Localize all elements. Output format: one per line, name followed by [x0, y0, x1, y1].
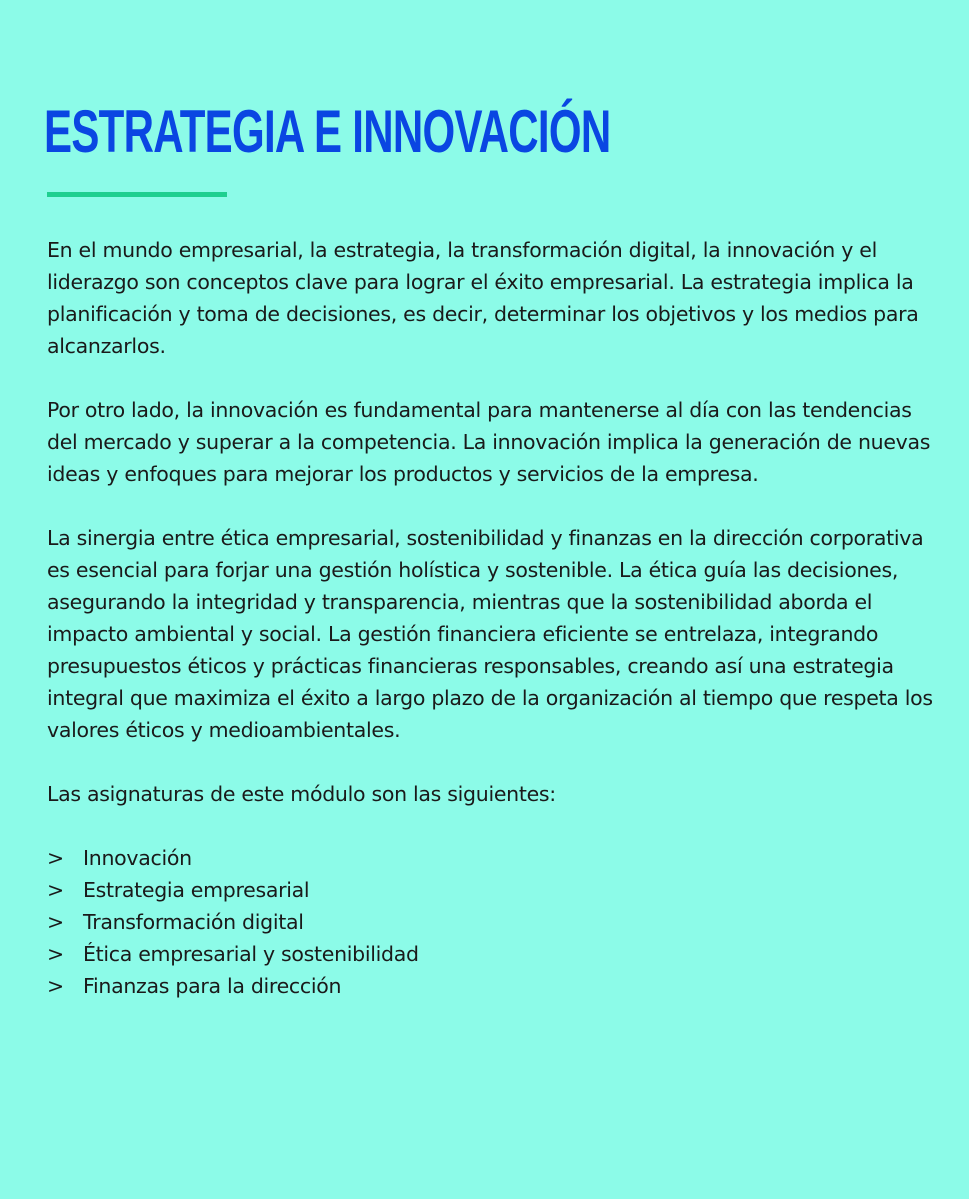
subject-label: Finanzas para la dirección — [83, 974, 342, 998]
paragraph-intro: En el mundo empresarial, la estrategia, la transformación digital, la innovación y el liderazgo son conceptos clave para lograr el éxito empresarial. La estrategia implica la planificación y toma de decisiones, es decir, determinar los objetivos y los medios para alcanzarlos. — [47, 238, 919, 358]
chevron-right-icon: > — [47, 910, 64, 934]
subjects-list — [47, 842, 947, 1002]
page-title: ESTRATEGIA E INNOVACIÓN — [44, 98, 611, 165]
chevron-right-icon: > — [47, 846, 64, 870]
chevron-right-icon: > — [47, 878, 64, 902]
list-item — [47, 970, 947, 1002]
chevron-right-icon: > — [47, 974, 64, 998]
list-item — [47, 874, 947, 906]
subject-label: Estrategia empresarial — [83, 878, 310, 902]
list-item — [47, 938, 947, 970]
body-content — [47, 234, 947, 1002]
list-item — [47, 842, 947, 874]
title-underline — [47, 192, 227, 197]
paragraph-subjects-intro: Las asignaturas de este módulo son las siguientes: — [47, 782, 556, 806]
paragraph-synergy: La sinergia entre ética empresarial, sostenibilidad y finanzas en la dirección corporativa es esencial para forjar una gestión holística y sostenible. La ética guía las decisiones, asegurando la integridad y transparencia, mientras que la sostenibilidad aborda el impacto ambiental y social. La gestión financiera eficiente se entrelaza, integrando presupuestos éticos y prácticas financieras responsables, creando así una estrategia integral que maximiza el éxito a largo plazo de la organización al tiempo que respeta los valores éticos y medioambientales. — [47, 526, 933, 742]
subject-label: Ética empresarial y sostenibilidad — [83, 942, 419, 966]
chevron-right-icon: > — [47, 942, 64, 966]
paragraph-innovation: Por otro lado, la innovación es fundamental para mantenerse al día con las tendencias del mercado y superar a la competencia. La innovación implica la generación de nuevas ideas y enfoques para mejorar los productos y servicios de la empresa. — [47, 398, 931, 486]
subject-label: Innovación — [83, 846, 192, 870]
list-item — [47, 906, 947, 938]
subject-label: Transformación digital — [83, 910, 304, 934]
